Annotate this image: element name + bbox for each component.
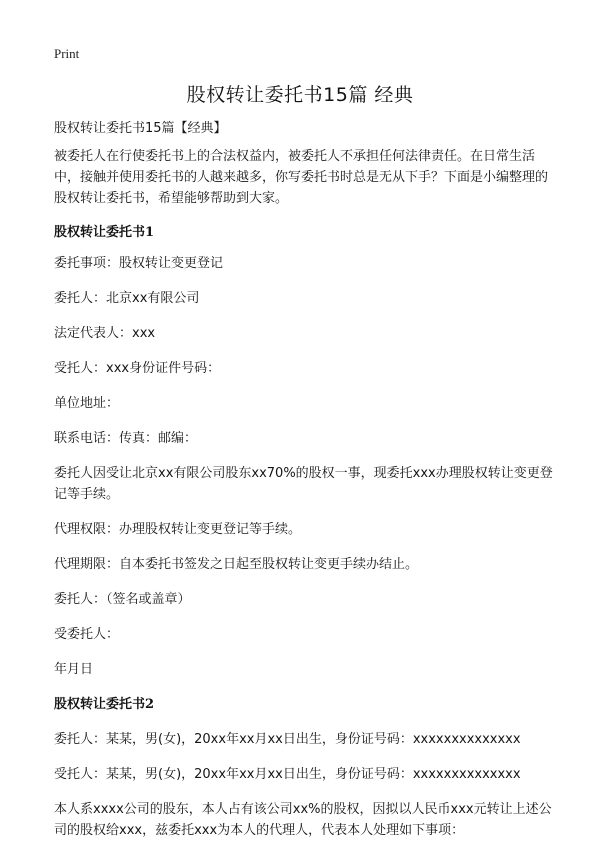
entrust-matter: 委托事项：股权转让变更登记	[54, 256, 224, 271]
agent-signature-line: 受委托人：	[54, 627, 120, 642]
document-subtitle: 股权转让委托书15篇【经典】	[54, 121, 227, 136]
principal-signature-line: 委托人：（签名或盖章）	[54, 592, 191, 607]
agent-info-line: 受托人：某某，男(女)，20xx年xx月xx日出生，身份证号码：xxxxxxxxxxxxxx	[54, 767, 521, 782]
shareholder-paragraph: 本人系xxxx公司的股东，本人占有该公司xx%的股权，因拟以人民币xxx元转让上述公司的股权给xxx，兹委托xxx为本人的代理人，代表本人处理如下事项：	[54, 802, 552, 838]
principal-line: 委托人：北京xx有限公司	[54, 291, 200, 306]
document-body	[54, 118, 554, 841]
intro-paragraph: 被委托人在行使委托书上的合法权益内，被委托人不承担任何法律责任。在日常生活中，接触并使用委托书的人越来越多，你写委托书时总是无从下手？下面是小编整理的股权转让委托书，希望能够帮助到大家。	[54, 149, 549, 206]
section-heading-2: 股权转让委托书2	[54, 697, 155, 712]
print-label[interactable]: Print	[54, 46, 80, 61]
page-title: 股权转让委托书15篇 经典	[186, 84, 414, 106]
agent-line: 受托人：xxx身份证件号码：	[54, 361, 221, 376]
authority-line: 代理权限：办理股权转让变更登记等手续。	[54, 522, 302, 537]
address-line: 单位地址：	[54, 396, 120, 411]
contact-line: 联系电话：传真：邮编：	[54, 431, 198, 446]
entrust-body-paragraph: 委托人因受让北京xx有限公司股东xx70%的股权一事，现委托xxx办理股权转让变更登记等手续。	[54, 466, 553, 502]
period-line: 代理期限：自本委托书签发之日起至股权转让变更手续办结止。	[54, 557, 419, 572]
section-heading-1: 股权转让委托书1	[54, 225, 155, 240]
date-line: 年月日	[54, 662, 94, 677]
principal-info-line: 委托人：某某，男(女)，20xx年xx月xx日出生，身份证号码：xxxxxxxxxxxxxx	[54, 732, 521, 747]
legal-representative-line: 法定代表人：xxx	[54, 326, 156, 341]
